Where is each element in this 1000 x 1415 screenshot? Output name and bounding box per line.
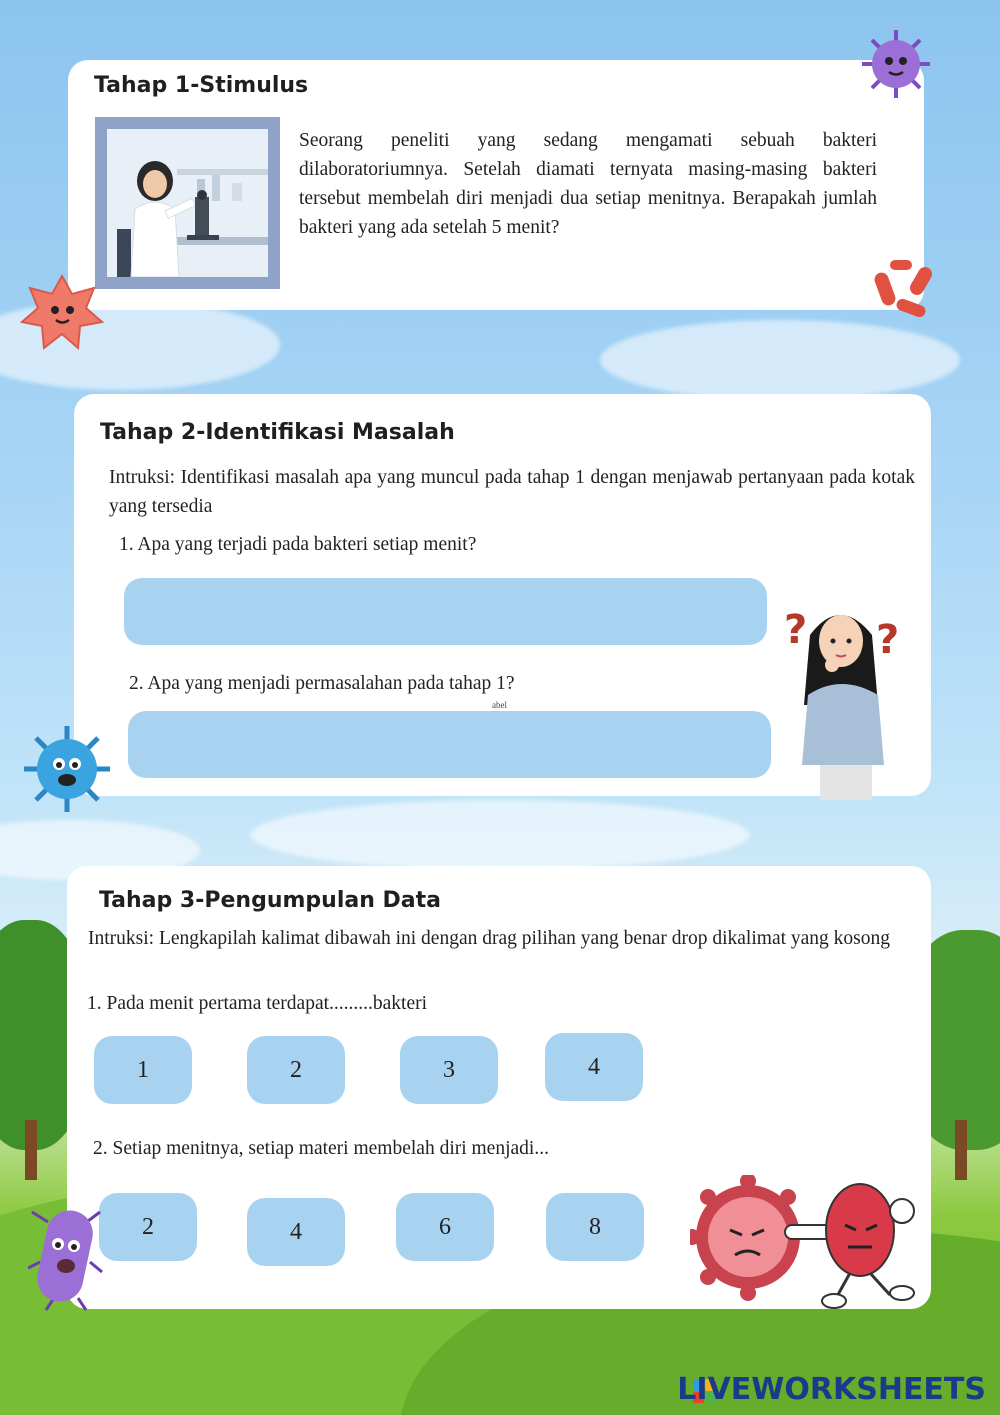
- tree-trunk: [955, 1120, 967, 1180]
- stage2-question-1: 1. Apa yang terjadi pada bakteri setiap menit?: [119, 534, 477, 555]
- stage3-instruction: Intruksi: Lengkapilah kalimat dibawah ini dengan drag pilihan yang benar drop dikalimat yang kosong: [88, 928, 891, 949]
- option-q1-3[interactable]: 3: [400, 1036, 498, 1104]
- tree-trunk: [25, 1120, 37, 1180]
- option-q2-4[interactable]: 4: [247, 1198, 345, 1266]
- cloud: [600, 320, 960, 400]
- fighting-cells-illustration: [690, 1175, 925, 1310]
- stage2-tiny-label: abel: [492, 700, 507, 710]
- stage2-title: Tahap 2-Identifikasi Masalah: [100, 420, 455, 445]
- option-q2-8[interactable]: 8: [546, 1193, 644, 1261]
- pink-virus-icon: [20, 272, 104, 352]
- svg-text:?: ?: [876, 617, 900, 663]
- option-q1-2[interactable]: 2: [247, 1036, 345, 1104]
- option-q1-1[interactable]: 1: [94, 1036, 192, 1104]
- purple-bacillus-icon: [28, 1202, 104, 1312]
- stage3-question-2: 2. Setiap menitnya, setiap materi membelah diri menjadi...: [93, 1138, 549, 1159]
- red-bacteria-icon: [874, 258, 940, 326]
- svg-text:?: ?: [784, 607, 808, 653]
- brand-wordmark: LIVEWORKSHEETS: [677, 1372, 986, 1407]
- thinking-girl-illustration: [780, 595, 905, 800]
- answer-box-1[interactable]: [124, 578, 767, 645]
- answer-box-2[interactable]: [128, 711, 771, 778]
- purple-virus-icon: [860, 28, 932, 100]
- stage2-question-2: 2. Apa yang menjadi permasalahan pada tahap 1?: [129, 673, 515, 694]
- stage1-title: Tahap 1-Stimulus: [94, 73, 309, 98]
- blue-virus-icon: [22, 724, 112, 814]
- stage2-instruction: Intruksi: Identifikasi masalah apa yang muncul pada tahap 1 dengan menjawab pertanyaan pada kotak yang tersedia: [109, 467, 915, 517]
- option-q2-2[interactable]: 2: [99, 1193, 197, 1261]
- stage3-question-1: 1. Pada menit pertama terdapat.........bakteri: [87, 993, 428, 1014]
- cloud: [250, 800, 750, 870]
- option-q1-4[interactable]: 4: [545, 1033, 643, 1101]
- option-q2-6[interactable]: 6: [396, 1193, 494, 1261]
- scientist-illustration: [107, 129, 268, 277]
- scientist-photo: [95, 117, 280, 289]
- stage1-text: Seorang peneliti yang sedang mengamati sebuah bakteri dilaboratoriumnya. Setelah diamati ternyata masing-masing bakteri tersebut membelah diri menjadi dua setiap menitnya. Berapakah jumlah bakteri yang ada setelah 5 menit?: [299, 130, 877, 238]
- stage3-title: Tahap 3-Pengumpulan Data: [99, 888, 441, 913]
